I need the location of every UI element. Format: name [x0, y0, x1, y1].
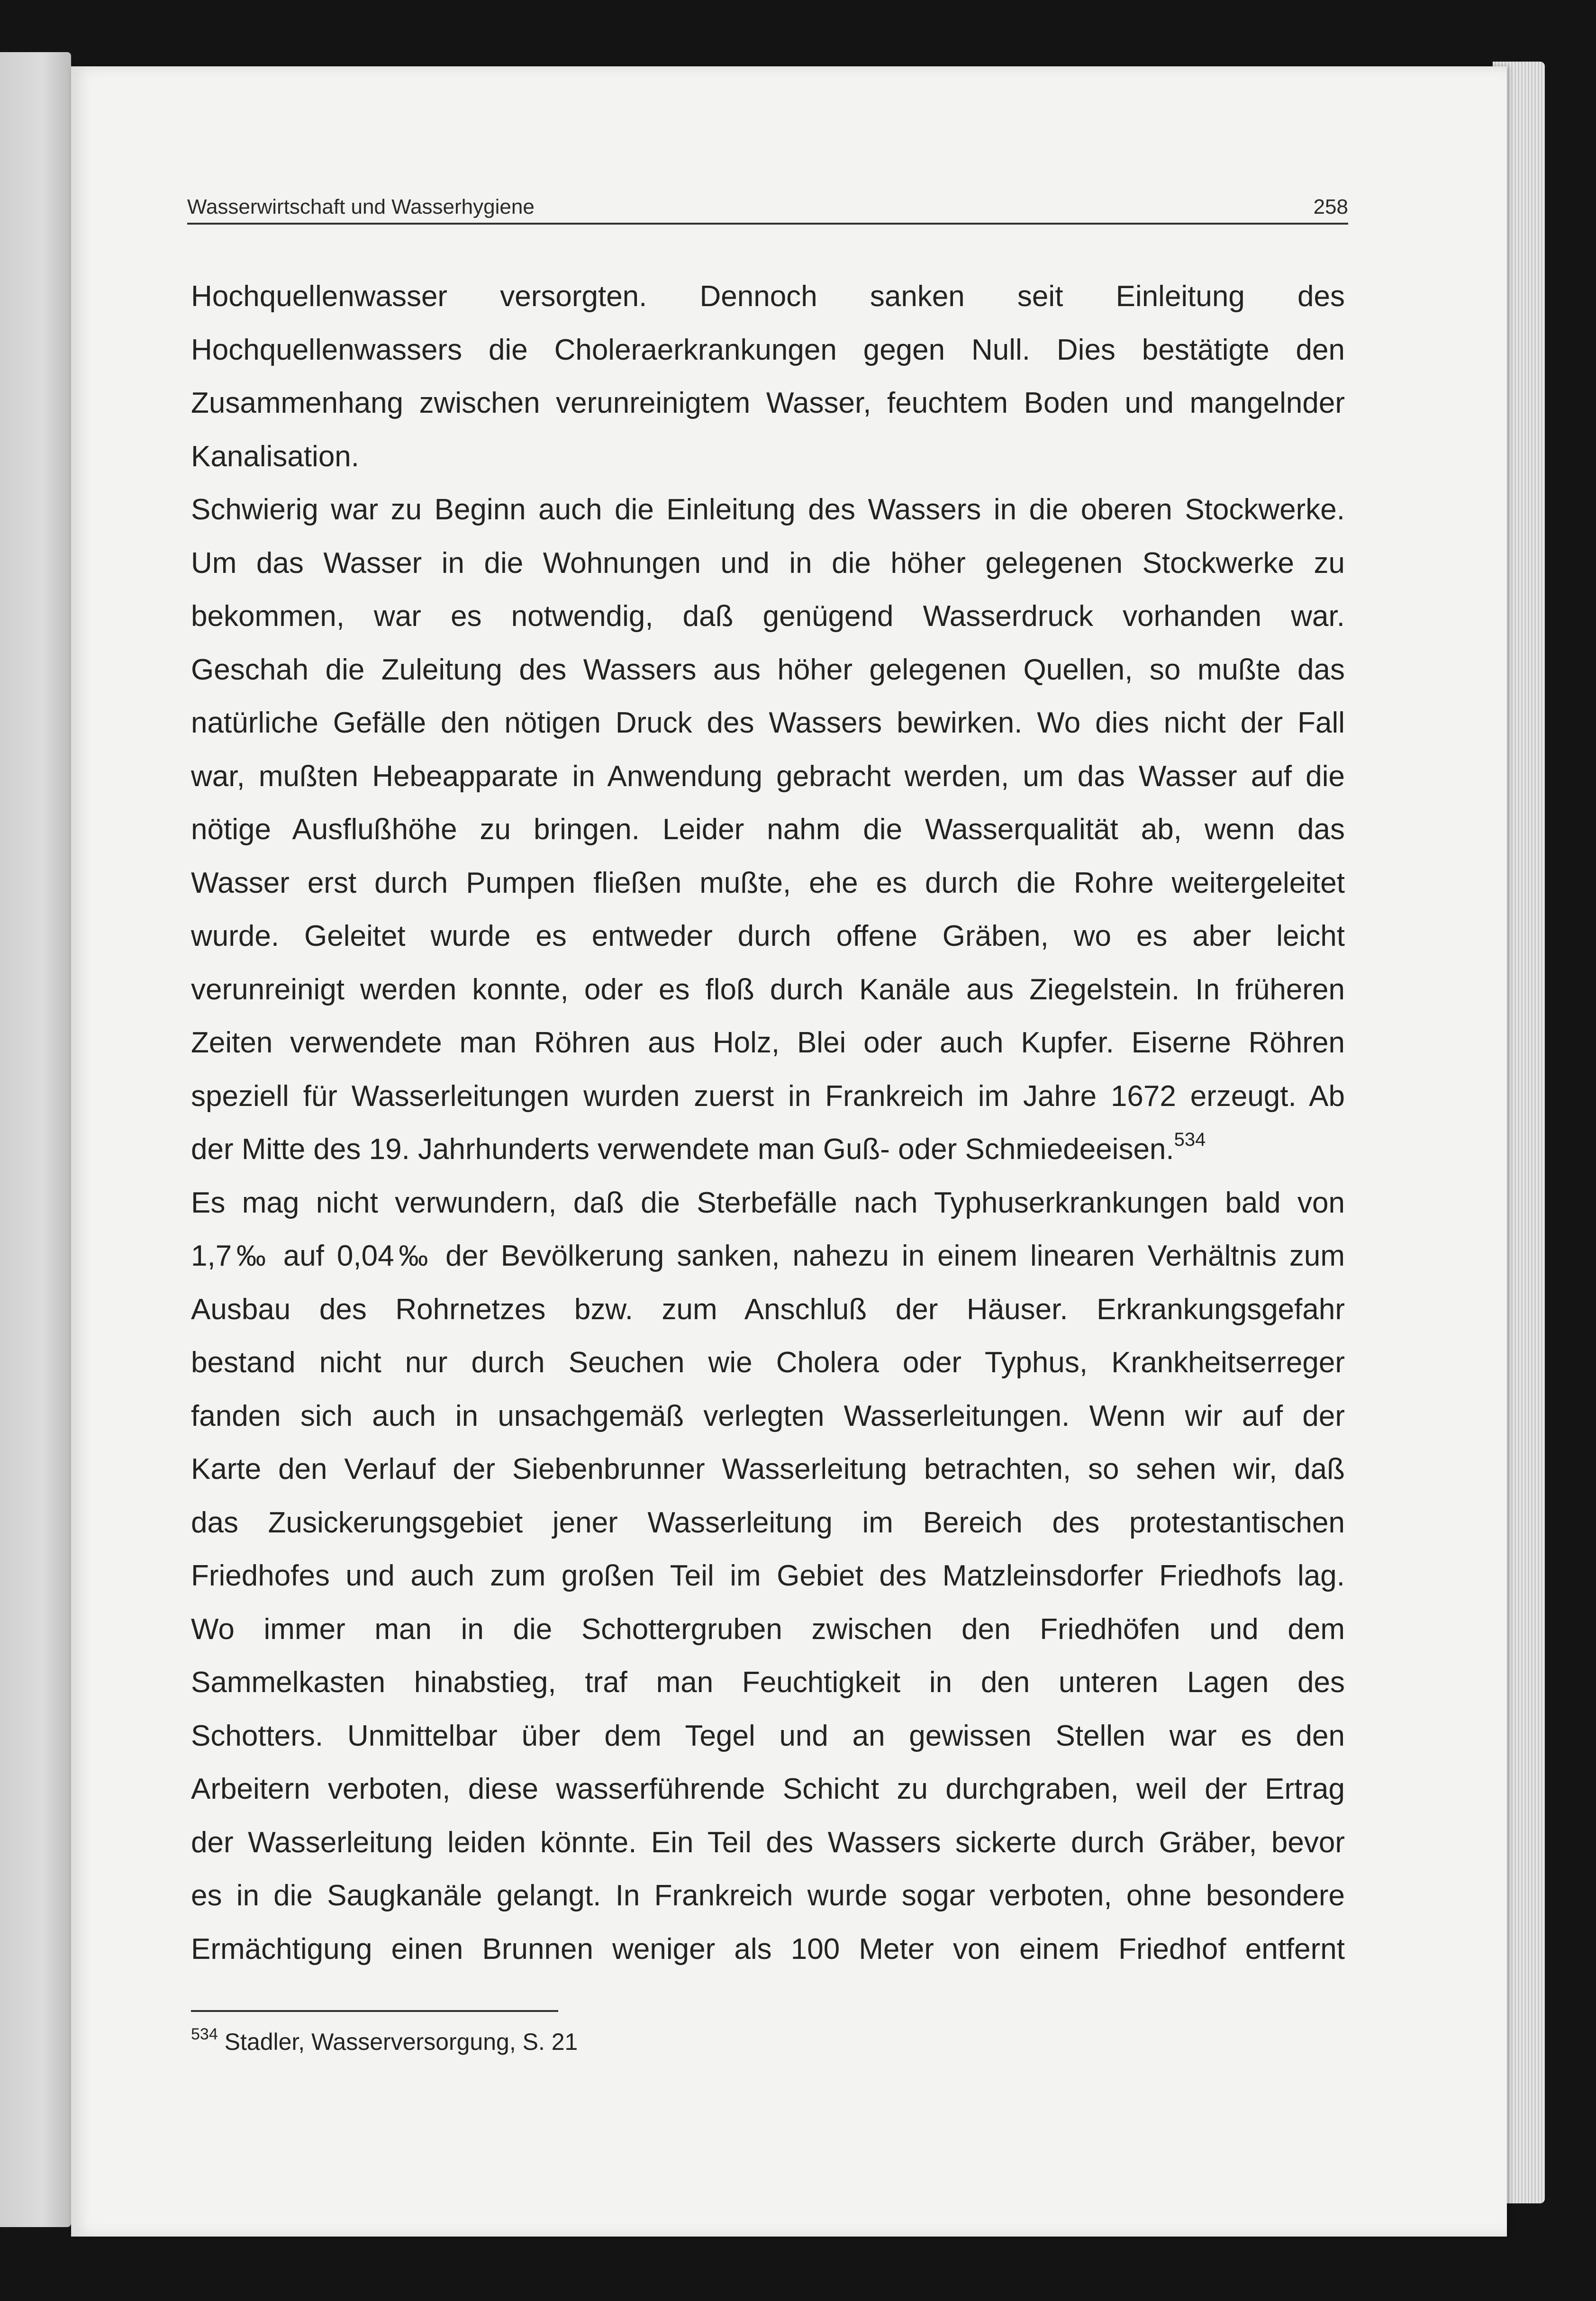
text-line [191, 377, 1345, 430]
text-line [191, 1070, 1345, 1123]
text-line-content: Schwierig war zu Beginn auch die Einleitung des Wassers in die oberen Stockwerke. [191, 493, 1345, 526]
text-line [191, 1336, 1345, 1390]
text-line [191, 1816, 1345, 1870]
text-line [191, 1390, 1345, 1443]
text-line [191, 857, 1345, 910]
text-line-content: Hochquellenwasser versorgten. Dennoch sanken seit Einleitung des [191, 280, 1345, 313]
footnote-number: 534 [191, 2025, 218, 2043]
text-line [191, 1177, 1345, 1230]
text-line-content: es in die Saugkanäle gelangt. In Frankreich wurde sogar verboten, ohne besondere [191, 1879, 1345, 1912]
text-line-content: Sammelkasten hinabstieg, traf man Feuchtigkeit in den unteren Lagen des [191, 1666, 1345, 1699]
text-line [191, 537, 1345, 590]
text-line-content: speziell für Wasserleitungen wurden zuerst in Frankreich im Jahre 1672 erzeugt. Ab [191, 1079, 1345, 1113]
footnote [191, 2025, 578, 2056]
text-line-content: das Zusickerungsgebiet jener Wasserleitung im Bereich des protestantischen [191, 1506, 1345, 1539]
text-line-content: der Wasserleitung leiden könnte. Ein Teil des Wassers sickerte durch Gräber, bevor [191, 1826, 1345, 1859]
text-line [191, 324, 1345, 377]
body-text [191, 270, 1345, 1976]
text-line-content: Hochquellenwassers die Choleraerkrankungen gegen Null. Dies bestätigte den [191, 333, 1345, 366]
text-line-content: Friedhofes und auch zum großen Teil im Gebiet des Matzleinsdorfer Friedhofs lag. [191, 1559, 1345, 1592]
text-line-content: Geschah die Zuleitung des Wassers aus höher gelegenen Quellen, so mußte das [191, 653, 1345, 686]
text-line-content: Ausbau des Rohrnetzes bzw. zum Anschluß der Häuser. Erkrankungsgefahr [191, 1293, 1345, 1326]
text-line-content: bekommen, war es notwendig, daß genügend Wasserdruck vorhanden war. [191, 600, 1345, 633]
text-line [191, 697, 1345, 750]
page-number: 258 [1313, 195, 1348, 218]
text-line [191, 1016, 1345, 1070]
text-line-content: bestand nicht nur durch Seuchen wie Cholera oder Typhus, Krankheitserreger [191, 1346, 1345, 1379]
footnote-separator [191, 2010, 558, 2012]
text-line [191, 1656, 1345, 1710]
text-line-content: Es mag nicht verwundern, daß die Sterbefälle nach Typhuserkrankungen bald von [191, 1186, 1345, 1219]
footnote-text: Stadler, Wasserversorgung, S. 21 [224, 2029, 578, 2055]
text-line [191, 910, 1345, 963]
text-line-content: wurde. Geleitet wurde es entweder durch offene Gräben, wo es aber leicht [191, 920, 1345, 952]
left-page-edge [0, 52, 71, 2227]
text-line [191, 803, 1345, 857]
text-line [191, 430, 1345, 484]
text-line [191, 590, 1345, 643]
text-line-content: nötige Ausflußhöhe zu bringen. Leider nahm die Wasserqualität ab, wenn das [191, 813, 1345, 846]
text-line-content: Zusammenhang zwischen verunreinigtem Wasser, feuchtem Boden und mangelnder [191, 387, 1345, 419]
text-line-content: verunreinigt werden konnte, oder es floß durch Kanäle aus Ziegelstein. In früheren [191, 973, 1345, 1006]
text-line [191, 1763, 1345, 1816]
text-line [191, 750, 1345, 804]
text-line-content: Wo immer man in die Schottergruben zwischen den Friedhöfen und dem [191, 1613, 1345, 1646]
text-line-content: fanden sich auch in unsachgemäß verlegten Wasserleitungen. Wenn wir auf der [191, 1399, 1345, 1432]
text-line [191, 1603, 1345, 1657]
text-line-content: natürliche Gefälle den nötigen Druck des Wassers bewirken. Wo dies nicht der Fall [191, 707, 1345, 739]
footnote-reference: 534 [1174, 1129, 1206, 1150]
text-line-content: der Mitte des 19. Jahrhunderts verwendete man Guß- oder Schmiedeeisen. [191, 1133, 1174, 1166]
text-line-content: Karte den Verlauf der Siebenbrunner Wasserleitung betrachten, so sehen wir, daß [191, 1453, 1345, 1486]
text-line [191, 643, 1345, 697]
text-line-content: Arbeitern verboten, diese wasserführende Schicht zu durchgraben, weil der Ertrag [191, 1773, 1345, 1805]
text-line [191, 1549, 1345, 1603]
text-line [191, 483, 1345, 537]
text-line [191, 1496, 1345, 1550]
text-line [191, 270, 1345, 324]
text-line [191, 1123, 1345, 1177]
running-title: Wasserwirtschaft und Wasserhygiene [187, 195, 535, 218]
text-line [191, 1710, 1345, 1763]
text-line [191, 963, 1345, 1017]
text-line [191, 1869, 1345, 1923]
text-line-content: 1,7‰ auf 0,04‰ der Bevölkerung sanken, nahezu in einem linearen Verhältnis zum [191, 1240, 1345, 1272]
text-line [191, 1443, 1345, 1496]
text-line-content: Kanalisation. [191, 440, 360, 473]
running-header [187, 194, 1348, 225]
text-line [191, 1283, 1345, 1337]
text-line-content: Um das Wasser in die Wohnungen und in die höher gelegenen Stockwerke zu [191, 546, 1345, 580]
text-line-content: Schotters. Unmittelbar über dem Tegel und an gewissen Stellen war es den [191, 1719, 1345, 1752]
text-line-content: Wasser erst durch Pumpen fließen mußte, ehe es durch die Rohre weitergeleitet [191, 866, 1345, 899]
text-line-content: Ermächtigung einen Brunnen weniger als 100 Meter von einem Friedhof entfernt [191, 1932, 1345, 1966]
text-line [191, 1230, 1345, 1283]
text-line-content: Zeiten verwendete man Röhren aus Holz, Blei oder auch Kupfer. Eiserne Röhren [191, 1026, 1345, 1059]
text-line-content: war, mußten Hebeapparate in Anwendung gebracht werden, um das Wasser auf die [191, 760, 1345, 793]
text-line [191, 1923, 1345, 1976]
